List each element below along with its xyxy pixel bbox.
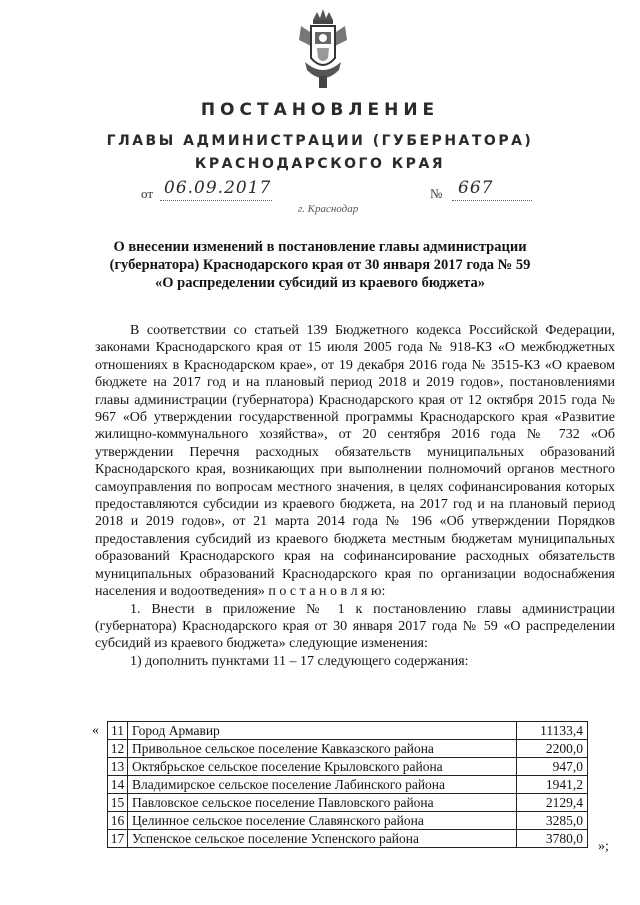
table-row: [108, 758, 588, 776]
subsidy-amount-cell: 947,0: [517, 758, 588, 776]
date-label: от: [141, 186, 154, 201]
preamble-paragraph: [95, 322, 615, 601]
issuer-heading-line-1: ГЛАВЫ АДМИНИСТРАЦИИ (ГУБЕРНАТОРА): [106, 133, 534, 149]
document-title-line-3: «О распределении субсидий из краевого бюджета»: [155, 275, 485, 291]
municipality-name-cell: Успенское сельское поселение Успенского района: [128, 830, 517, 848]
municipality-name-cell: Владимирское сельское поселение Лабинского района: [128, 776, 517, 794]
row-number-cell: 14: [108, 776, 128, 794]
document-title: [100, 238, 540, 292]
subclause-1-paragraph: 1) дополнить пунктами 11 – 17 следующего содержания:: [130, 653, 469, 669]
municipality-name-cell: Целинное сельское поселение Славянского района: [128, 812, 517, 830]
clause-1-paragraph: 1. Внести в приложение № 1 к постановлению главы администрации (губернатора) Краснодарского края от 30 января 2017 года № 59 «О распределении субсидий из краевого бюджета» следующие изменения:: [95, 601, 615, 652]
preamble-text: В соответствии со статьей 139 Бюджетного кодекса Российской Федерации, законами Краснодарского края от 15 июля 2005 года № 918-КЗ «О межбюджетных отношениях в Краснодарском крае», от 19 декабря 2016 года № 3515-КЗ «О краевом бюджете на 2017 год и на плановый период 2018 и 2019 годов», постановлениями главы администрации (губернатора) Краснодарского края от 12 октября 2015 года № 967 «Об утверждении государственной программы Краснодарского края «Развитие жилищно-коммунального хозяйства», от 20 сентября 2016 года № 732 «Об утверждении Перечня расходных обязательств муниципальных образований Краснодарского края, возникающих при выполнении полномочий органов местного самоуправления по вопросам местного значения, в целях софинансирования которых предоставляются субсидии из краевого бюджета, на 2017 год и на плановый период 2018 и 2019 годов», от 21 марта 2014 года № 196 «Об утверждении Порядков предоставления субсидий из краевого бюджета местным бюджетам муниципальных образований Краснодарского края на софинансирование расходных обязательств муниципальных образований Краснодарского края по организации водоснабжения населения и водоотведения»: [95, 323, 615, 600]
document-type-heading: ПОСТАНОВЛЕНИЕ: [200, 100, 440, 120]
table-row: [108, 812, 588, 830]
number-label: №: [430, 186, 443, 201]
row-number-cell: 15: [108, 794, 128, 812]
row-number-cell: 17: [108, 830, 128, 848]
coat-of-arms-emblem: [295, 6, 351, 92]
subsidy-amount-cell: 1941,2: [517, 776, 588, 794]
row-number-cell: 11: [108, 722, 128, 740]
city-label: г. Краснодар: [298, 203, 359, 215]
date-value: 06.09.2017: [164, 178, 272, 198]
municipality-name-cell: Привольное сельское поселение Кавказского района: [128, 740, 517, 758]
subsidy-table: [107, 721, 588, 848]
subsidy-amount-cell: 3780,0: [517, 830, 588, 848]
subsidy-amount-cell: 2200,0: [517, 740, 588, 758]
number-underline: [452, 200, 532, 201]
subsidy-amount-cell: 11133,4: [517, 722, 588, 740]
row-number-cell: 16: [108, 812, 128, 830]
table-row: [108, 776, 588, 794]
row-number-cell: 13: [108, 758, 128, 776]
table-row: [108, 722, 588, 740]
document-body: [95, 322, 615, 670]
table-row: [108, 740, 588, 758]
subsidy-amount-cell: 3285,0: [517, 812, 588, 830]
table-close-quote: »;: [598, 839, 609, 854]
table-row: [108, 830, 588, 848]
table-row: [108, 794, 588, 812]
municipality-name-cell: Город Армавир: [128, 722, 517, 740]
municipality-name-cell: Октябрьское сельское поселение Крыловского района: [128, 758, 517, 776]
number-value: 667: [458, 178, 494, 198]
date-underline: [160, 200, 272, 201]
subsidy-amount-cell: 2129,4: [517, 794, 588, 812]
document-title-line-1: О внесении изменений в постановление главы администрации: [113, 239, 527, 255]
municipality-name-cell: Павловское сельское поселение Павловского района: [128, 794, 517, 812]
issuer-heading-line-2: КРАСНОДАРСКОГО КРАЯ: [194, 156, 446, 172]
row-number-cell: 12: [108, 740, 128, 758]
decree-word: п о с т а н о в л я ю:: [264, 584, 386, 600]
table-open-quote: «: [92, 723, 99, 738]
document-title-line-2: (губернатора) Краснодарского края от 30 января 2017 года № 59: [109, 257, 531, 273]
